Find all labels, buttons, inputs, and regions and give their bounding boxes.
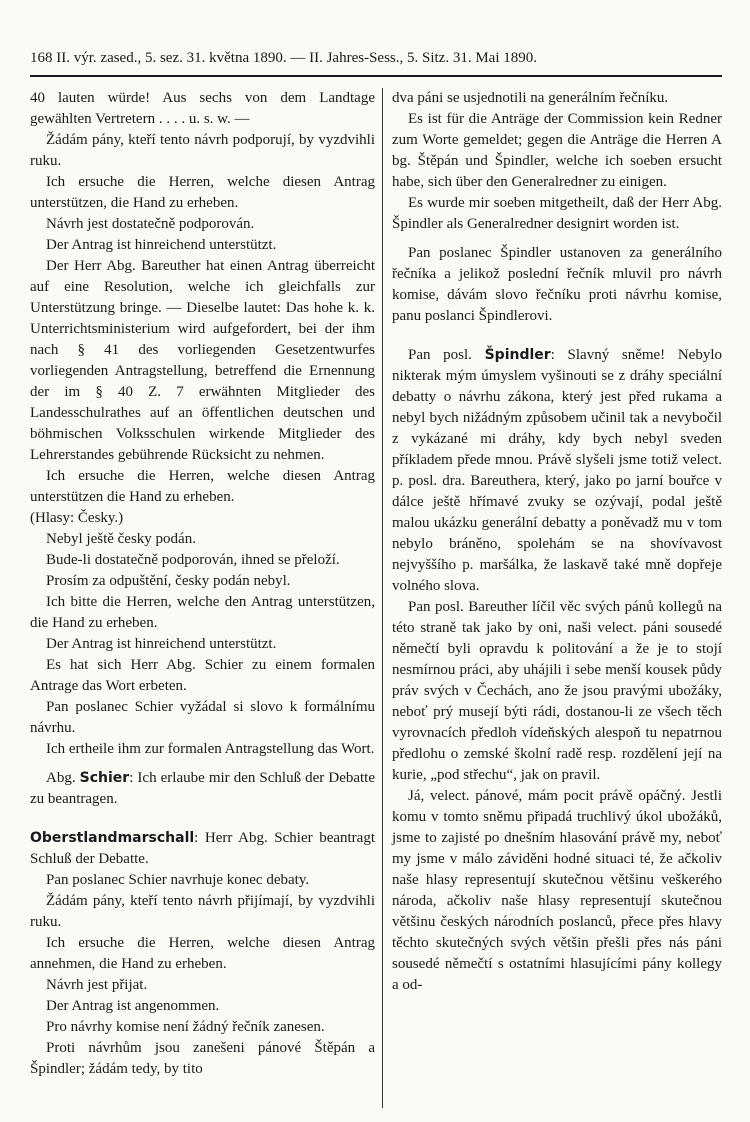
paragraph: Es wurde mir soeben mitgetheilt, daß der Herr Abg. Špindler als Generalredner designirt worden ist.	[392, 195, 722, 232]
speaker-name: Špindler	[484, 347, 551, 363]
speech-text: : Herr Abg. Schier beantragt Schluß der Debatte.	[30, 830, 375, 867]
paragraph: Bude-li dostatečně podporován, ihned se přeloží.	[46, 552, 340, 568]
paragraph: Es hat sich Herr Abg. Schier zu einem formalen Antrage das Wort erbeten.	[30, 657, 375, 694]
speech-text: : Ich erlaube mir den Schluß der Debatte zu beantragen.	[30, 770, 376, 807]
paragraph: Der Antrag ist hinreichend unterstützt.	[46, 237, 277, 253]
header-rule	[30, 75, 722, 77]
paragraph: 40 lauten würde! Aus sechs von dem Landtage gewählten Vertretern . . . . u. s. w. —	[30, 90, 375, 127]
paragraph: Pan posl. Bareuther líčil věc svých pánů kollegů na této straně tak jako by oni, naši velect. páni sousedé němečtí byli opravdu k politování a že je to stojí nesmírnou práci, aby uhájili i sebe menší kousek půdy práv svých v Čechách, ano že jsou pravými ubožáky, neboť prý musejí býti rádi, dostanou-li ze všech těch vyrovnacích předloh vídeňských alespoň tu nepatrnou předlohu o zemské školní radě resp. rozdělení její na kurie, „pod střechu“, jak on pravil.	[392, 599, 722, 783]
paragraph: Es ist für die Anträge der Commission kein Redner zum Worte gemeldet; gegen die Anträge die Herren A bg. Štěpán und Špindler, welche ich soeben ersucht habe, sich über den Generalredner zu einigen.	[392, 111, 722, 190]
paragraph: Ich ersuche die Herren, welche diesen Antrag unterstützen, die Hand zu erheben.	[30, 174, 375, 211]
paragraph: Pan poslanec Schier navrhuje konec debaty.	[46, 872, 310, 888]
speaker-paragraph	[30, 768, 375, 810]
paragraph: Návrh jest dostatečně podporován.	[46, 216, 255, 232]
paragraph: (Hlasy: Česky.)	[30, 510, 124, 526]
paragraph: Prosím za odpuštění, česky podán nebyl.	[46, 573, 291, 589]
paragraph: Der Antrag ist hinreichend unterstützt.	[46, 636, 277, 652]
paragraph: Já, velect. pánové, mám pocit právě opáčný. Jestli komu v tomto sněmu připadá truchlivý úkol ubožáků, jsme to zajisté po dnešním hlasování právě my, neboť my jsme v málo záviděni hodné situaci té, že ačkoliv naše hlasy representují skutečnou většinu veškerého národa, ačkoliv naše hlasy representují skutečnou většinu českých národních poslanců, přece přes hlavy těchto skutečných svých většin přešli přes nás páni sousedé němečtí s ostatními hlasujícími pány kollegy a od-	[392, 788, 722, 993]
speech-text: : Slavný sněme! Nebylo nikterak mým úmyslem vyšinouti se z dráhy speciální debatty o návrhu zákona, který jest před rukama a nebyl bych nižádným způsobem učinil tak a nevybočil z vykázané mi dráhy, kdy bych nebyl sveden příkladem přede mnou. Právě slyšeli jsme totiž velect. p. posl. dra. Bareuthera, který, jako po jarní bouřce v dálce ještě hřímavé zvuky se ozývají, podal ještě malou ukázku generální debatty a poněvadž mu v tom nebylo bráněno, spolehám se na shovívavost nejvyššího p. maršálka, že laskavě také mně dopřeje volného slova.	[392, 347, 722, 594]
paragraph: Pan poslanec Schier vyžádal si slovo k formálnímu návrhu.	[30, 699, 375, 736]
speaker-name: Oberstlandmarschall	[30, 830, 195, 846]
paragraph: Nebyl ještě česky podán.	[46, 531, 196, 547]
paragraph: Der Antrag ist angenommen.	[46, 998, 220, 1014]
paragraph: Pro návrhy komise není žádný řečník zanesen.	[46, 1019, 325, 1035]
speaker-name: Schier	[79, 770, 130, 786]
paragraph: Proti návrhům jsou zanešeni pánové Štěpán a Špindler; žádám tedy, by tito	[30, 1040, 375, 1077]
paragraph: Ich bitte die Herren, welche den Antrag unterstützen, die Hand zu erheben.	[30, 594, 375, 631]
speaker-label: Pan posl.	[408, 347, 472, 363]
column-divider	[382, 88, 383, 1108]
paragraph: Žádám pány, kteří tento návrh přijímají, by vyzdvihli ruku.	[30, 893, 375, 930]
speaker-paragraph	[30, 828, 375, 870]
paragraph: Der Herr Abg. Bareuther hat einen Antrag überreicht auf eine Resolution, welche ich gleichfalls zur Unterstützung bringe. — Dieselbe lautet: Das hohe k. k. Unterrichtsministerium wird aufgefordert, bei der ihm nach § 41 des vorliegenden Gesetzentwurfes vorliegenden Antragstellung, betreffend die Ernennung der im § 40 Z. 7 erwähnten Mitglieder des Landesschulrathes auf an öffentlichen deutschen und böhmischen Volksschulen wirkende Mitglieder des Lehrerstandes gebührende Rücksicht zu nehmen.	[30, 258, 375, 463]
paragraph: Ich ertheile ihm zur formalen Antragstellung das Wort.	[46, 741, 375, 757]
speaker-label: Abg.	[46, 770, 76, 786]
paragraph: Žádám pány, kteří tento návrh podporují, by vyzdvihli ruku.	[30, 132, 375, 169]
paragraph: Ich ersuche die Herren, welche diesen Antrag unterstützen die Hand zu erheben.	[30, 468, 375, 505]
paragraph: dva páni se usjednotili na generálním řečníku.	[392, 90, 669, 106]
left-column	[30, 88, 375, 1080]
right-column	[392, 88, 722, 996]
paragraph: Pan poslanec Špindler ustanoven za generálního řečníka a jelikož poslední řečník mluvil pro návrh komise, dávám slovo řečníku proti návrhu komise, panu poslanci Špindlerovi.	[392, 245, 722, 324]
running-header: 168 II. výr. zased., 5. sez. 31. května 1890. — II. Jahres-Sess., 5. Sitz. 31. Mai 1890.	[30, 50, 537, 66]
paragraph: Návrh jest přijat.	[46, 977, 148, 993]
speaker-paragraph	[392, 345, 722, 597]
paragraph: Ich ersuche die Herren, welche diesen Antrag annehmen, die Hand zu erheben.	[30, 935, 375, 972]
